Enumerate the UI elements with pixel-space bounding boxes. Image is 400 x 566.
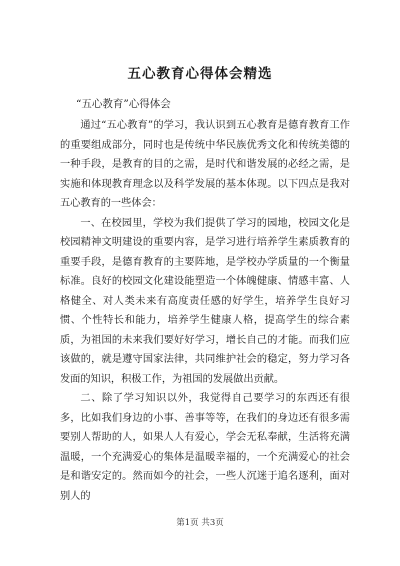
document-subtitle: “五心教育”心得体会 <box>76 98 171 110</box>
paragraph-intro: 通过“五心教育”的学习，我认识到五心教育是德育教育工作的重要组成部分，同时也是传统中华民族优秀文化和传统美德的一种手段，是教育的目的之需，是时代和谐发展的必经之需，是实施和体现教育理念以及科学发展的基本体现。以下四点是我对五心教育的一些体会： <box>60 120 350 209</box>
paragraph-one: 一、在校园里，学校为我们提供了学习的园地，校园文化是校园精神文明建设的重要内容，是学习进行培养学生素质教育的重要手段，是德育教育的主要阵地，是学校办学质量的一个衡量标准。良好的校园文化建设能塑造一个体魄健康、情感丰富、人格健全、对人类未来有高度责任感的好学生，培养学生良好习惯、个性特长和能力，培养学生健康人格，提高学生的综合素质，为祖国的未来我们要好好学习，增长自己的才能。而我们应该做的，就是遵守国家法律，共同维护社会的稳定，努力学习各发面的知识，积极工作，为祖国的发展做出贡献。 <box>60 217 350 385</box>
page-footer: 第1页 共3页 <box>176 518 224 528</box>
paragraph-two: 二、除了学习知识以外，我觉得自己要学习的东西还有很多，比如我们身边的小事、善事等等，在我们的身边还有很多需要别人帮助的人，如果人人有爱心，学会无私奉献，生活将充满温暖，一个充满爱心的集体是温暖幸福的，一个充满爱心的社会是和谐安定的。然而如今的社会，一些人沉迷于追名逐利，面对别人的 <box>60 393 350 502</box>
document-body <box>60 116 350 506</box>
document-title: 五心教育心得体会精选 <box>127 66 273 82</box>
